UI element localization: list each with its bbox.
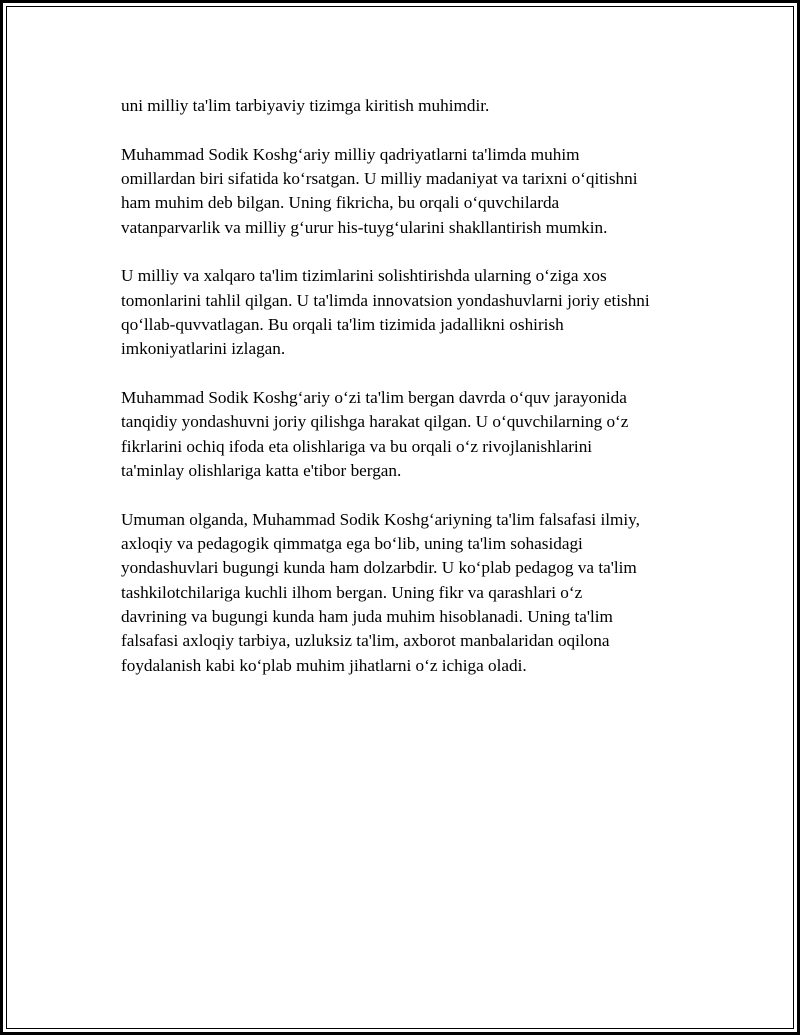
text-line: Muhammad Sodik Koshg‘ariy milliy qadriyatlarni ta'limda muhim xyxy=(121,144,580,164)
text-line: ta'minlay olishlariga katta e'tibor bergan. xyxy=(121,461,402,481)
paragraph xyxy=(121,143,701,240)
paragraph xyxy=(121,264,701,361)
text-line: vatanparvarlik va milliy g‘urur his-tuyg‘ularini shakllantirish mumkin. xyxy=(121,217,608,237)
paragraph xyxy=(121,508,701,678)
document-body xyxy=(121,94,701,702)
text-line: imkoniyatlarini izlagan. xyxy=(121,339,286,359)
text-line: foydalanish kabi ko‘plab muhim jihatlarni o‘z ichiga oladi. xyxy=(121,655,527,675)
text-line: fikrlarini ochiq ifoda eta olishlariga va bu orqali o‘z rivojlanishlarini xyxy=(121,436,593,456)
text-line: omillardan biri sifatida ko‘rsatgan. U milliy madaniyat va tarixni o‘qitishni xyxy=(121,169,638,189)
text-line: davrining va bugungi kunda ham juda muhim hisoblanadi. Uning ta'lim xyxy=(121,607,613,627)
text-line: tomonlarini tahlil qilgan. U ta'limda innovatsion yondashuvlarni joriy etishni xyxy=(121,290,650,310)
text-line: falsafasi axloqiy tarbiya, uzluksiz ta'lim, axborot manbalaridan oqilona xyxy=(121,631,610,651)
text-line: Umuman olganda, Muhammad Sodik Koshg‘ariyning ta'lim falsafasi ilmiy, xyxy=(121,509,640,529)
text-line: ham muhim deb bilgan. Uning fikricha, bu orqali o‘quvchilarda xyxy=(121,193,560,213)
text-line: yondashuvlari bugungi kunda ham dolzarbdir. U ko‘plab pedagog va ta'lim xyxy=(121,558,637,578)
paragraph xyxy=(121,386,701,483)
text-line: qo‘llab-quvvatlagan. Bu orqali ta'lim tizimida jadallikni oshirish xyxy=(121,315,564,335)
paragraph xyxy=(121,94,701,118)
text-line: tanqidiy yondashuvni joriy qilishga harakat qilgan. U o‘quvchilarning o‘z xyxy=(121,412,629,432)
text-line: U milliy va xalqaro ta'lim tizimlarini solishtirishda ularning o‘ziga xos xyxy=(121,266,607,286)
text-line: uni milliy ta'lim tarbiyaviy tizimga kiritish muhimdir. xyxy=(121,96,490,115)
text-line: Muhammad Sodik Koshg‘ariy o‘zi ta'lim bergan davrda o‘quv jarayonida xyxy=(121,388,627,408)
text-line: axloqiy va pedagogik qimmatga ega bo‘lib, uning ta'lim sohasidagi xyxy=(121,534,583,554)
text-line: tashkilotchilariga kuchli ilhom bergan. Uning fikr va qarashlari o‘z xyxy=(121,582,583,602)
